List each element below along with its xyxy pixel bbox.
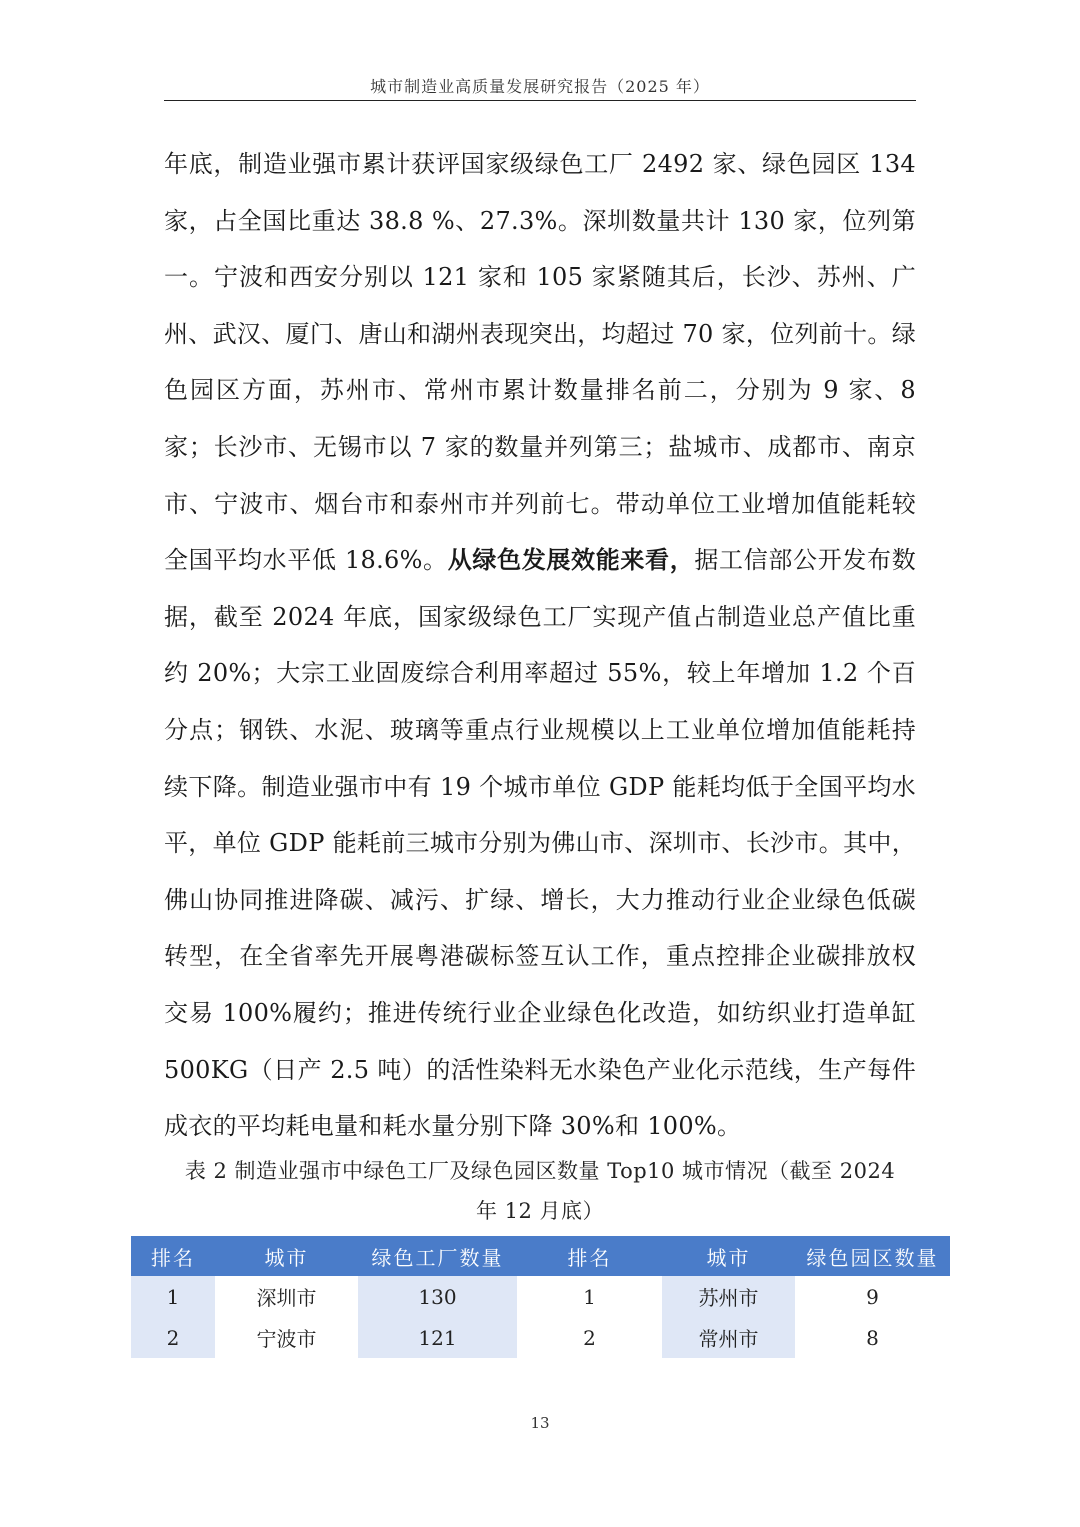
cell-rank: 1 (583, 1284, 596, 1309)
table-row (131, 1317, 950, 1358)
body-paragraph (164, 136, 916, 1155)
header-rank-factory: 排名 (131, 1236, 215, 1276)
green-factory-park-table (131, 1236, 950, 1358)
running-header: 城市制造业高质量发展研究报告（2025 年） (370, 77, 710, 96)
page-number: 13 (530, 1414, 550, 1432)
cell-rank: 2 (131, 1317, 215, 1358)
header-park-count: 绿色园区数量 (795, 1236, 950, 1276)
cell-factory-count: 130 (358, 1276, 517, 1317)
header-city-factory: 城市 (215, 1236, 358, 1276)
cell-city: 常州市 (662, 1317, 795, 1358)
body-text-part1: 年底，制造业强市累计获评国家级绿色工厂 2492 家、绿色园区 134 家，占全国比重达 38.8 %、27.3%。深圳数量共计 130 家，位列第一。宁波和西安分别以 121 家和 105 家紧随其后，长沙、苏州、广州、武汉、厦门、唐山和湖州表现突出，均超过 70 家，位列前十。绿色园区方面，苏州市、常州市累计数量排名前二，分别为 9 家、8 家；长沙市、无锡市以 7 家的数量并列第三；盐城市、成都市、南京市、宁波市、烟台市和泰州市并列前七。带动单位工业增加值能耗较全国平均水平低 18.6%。 (164, 150, 916, 575)
cell-park-count: 8 (866, 1325, 879, 1350)
cell-park-count: 9 (866, 1284, 879, 1309)
table-row (131, 1276, 950, 1317)
header-factory-count: 绿色工厂数量 (358, 1236, 517, 1276)
cell-rank: 2 (583, 1325, 596, 1350)
table-caption-line2: 年 12 月底） (475, 1199, 605, 1223)
body-text-part2: 据工信部公开发布数据，截至 2024 年底，国家级绿色工厂实现产值占制造业总产值比重约 20%；大宗工业固废综合利用率超过 55%，较上年增加 1.2 个百分点；钢铁、水泥、玻璃等重点行业规模以上工业单位增加值能耗持续下降。制造业强市中有 19 个城市单位 GDP 能耗均低于全国平均水平，单位 GDP 能耗前三城市分别为佛山市、深圳市、长沙市。其中，佛山协同推进降碳、减污、扩绿、增长，大力推动行业企业绿色低碳转型，在全省率先开展粤港碳标签互认工作，重点控排企业碳排放权交易 100%履约；推进传统行业企业绿色化改造，如纺织业打造单缸 500KG（日产 2.5 吨）的活性染料无水染色产业化示范线，生产每件成衣的平均耗电量和耗水量分别下降 30%和 100%。 (164, 546, 917, 1141)
cell-factory-count: 121 (358, 1317, 517, 1358)
header-divider (164, 100, 916, 101)
body-text-bold-lead: 从绿色发展效能来看， (447, 546, 695, 575)
cell-rank: 1 (131, 1276, 215, 1317)
cell-city: 深圳市 (256, 1286, 317, 1310)
header-rank-park: 排名 (517, 1236, 662, 1276)
cell-city: 宁波市 (256, 1327, 317, 1351)
table-header-row (131, 1236, 950, 1276)
header-city-park: 城市 (662, 1236, 795, 1276)
table-caption (164, 1151, 916, 1231)
cell-city: 苏州市 (662, 1276, 795, 1317)
table-caption-line1: 表 2 制造业强市中绿色工厂及绿色园区数量 Top10 城市情况（截至 2024 (184, 1159, 896, 1183)
